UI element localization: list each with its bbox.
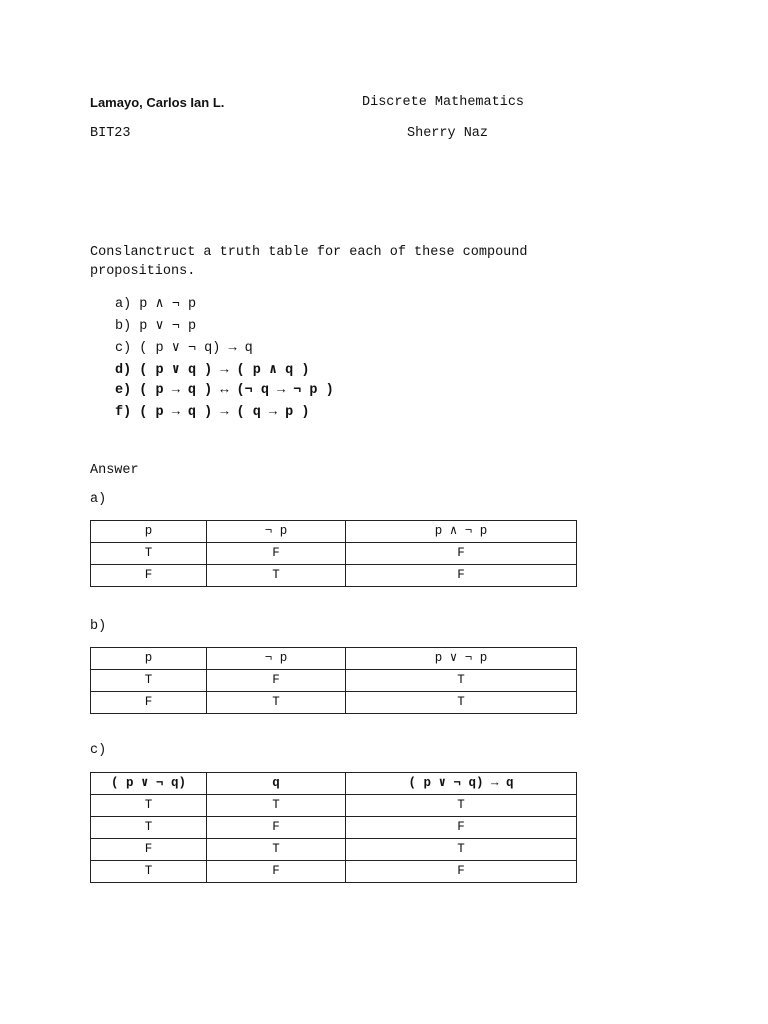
table-cell: F	[91, 565, 207, 587]
header-cell: p	[91, 648, 207, 670]
problem-item-d: d) ( p ∨ q ) → ( p ∧ q )	[115, 363, 310, 378]
problem-item-b: b) p ∨ ¬ p	[115, 319, 197, 334]
table-cell: T	[91, 670, 207, 692]
header-cell: ¬ p	[207, 648, 346, 670]
table-row	[91, 670, 577, 692]
table-row	[91, 543, 577, 565]
header-cell: p	[91, 521, 207, 543]
table-cell: F	[346, 861, 577, 883]
table-cell: F	[207, 861, 346, 883]
table-cell: T	[91, 817, 207, 839]
table-header-row	[91, 648, 577, 670]
truth-table-c	[90, 772, 577, 883]
table-row	[91, 795, 577, 817]
table-a-label: a)	[90, 492, 107, 507]
table-cell: T	[346, 692, 577, 714]
problem-item-a: a) p ∧ ¬ p	[115, 297, 197, 312]
section-code: BIT23	[90, 126, 131, 141]
table-header-row	[91, 773, 577, 795]
table-cell: F	[91, 839, 207, 861]
table-row	[91, 692, 577, 714]
table-cell: T	[346, 839, 577, 861]
header-cell: p ∧ ¬ p	[346, 521, 577, 543]
table-cell: F	[346, 565, 577, 587]
table-cell: F	[346, 543, 577, 565]
table-header-row	[91, 521, 577, 543]
course-title: Discrete Mathematics	[362, 95, 525, 110]
table-cell: T	[91, 795, 207, 817]
table-cell: T	[346, 670, 577, 692]
table-cell: T	[207, 692, 346, 714]
header-cell: ( p ∨ ¬ q)	[91, 773, 207, 795]
table-cell: F	[207, 543, 346, 565]
table-cell: T	[91, 543, 207, 565]
instructor-name: Sherry Naz	[407, 126, 489, 141]
truth-table-a	[90, 520, 577, 587]
header-cell: ¬ p	[207, 521, 346, 543]
table-cell: F	[91, 692, 207, 714]
header-cell: ( p ∨ ¬ q) → q	[346, 773, 577, 795]
table-cell: T	[91, 861, 207, 883]
table-cell: T	[207, 795, 346, 817]
problem-item-f: f) ( p → q ) → ( q → p )	[115, 405, 310, 420]
table-cell: F	[346, 817, 577, 839]
table-cell: T	[346, 795, 577, 817]
table-cell: F	[207, 817, 346, 839]
table-b-label: b)	[90, 619, 107, 634]
problem-item-c: c) ( p ∨ ¬ q) → q	[115, 341, 253, 356]
student-name: Lamayo, Carlos Ian L.	[90, 95, 225, 110]
header-cell: q	[207, 773, 346, 795]
header-cell: p ∨ ¬ p	[346, 648, 577, 670]
table-row	[91, 565, 577, 587]
problem-item-e: e) ( p → q ) ↔ (¬ q → ¬ p )	[115, 383, 334, 398]
table-row	[91, 839, 577, 861]
instructions-text: Conslanctruct a truth table for each of these compound propositions.	[90, 245, 528, 279]
table-cell: T	[207, 839, 346, 861]
table-row	[91, 861, 577, 883]
table-row	[91, 817, 577, 839]
table-cell: F	[207, 670, 346, 692]
table-c-label: c)	[90, 743, 107, 758]
truth-table-b	[90, 647, 577, 714]
table-cell: T	[207, 565, 346, 587]
answer-heading: Answer	[90, 463, 139, 478]
